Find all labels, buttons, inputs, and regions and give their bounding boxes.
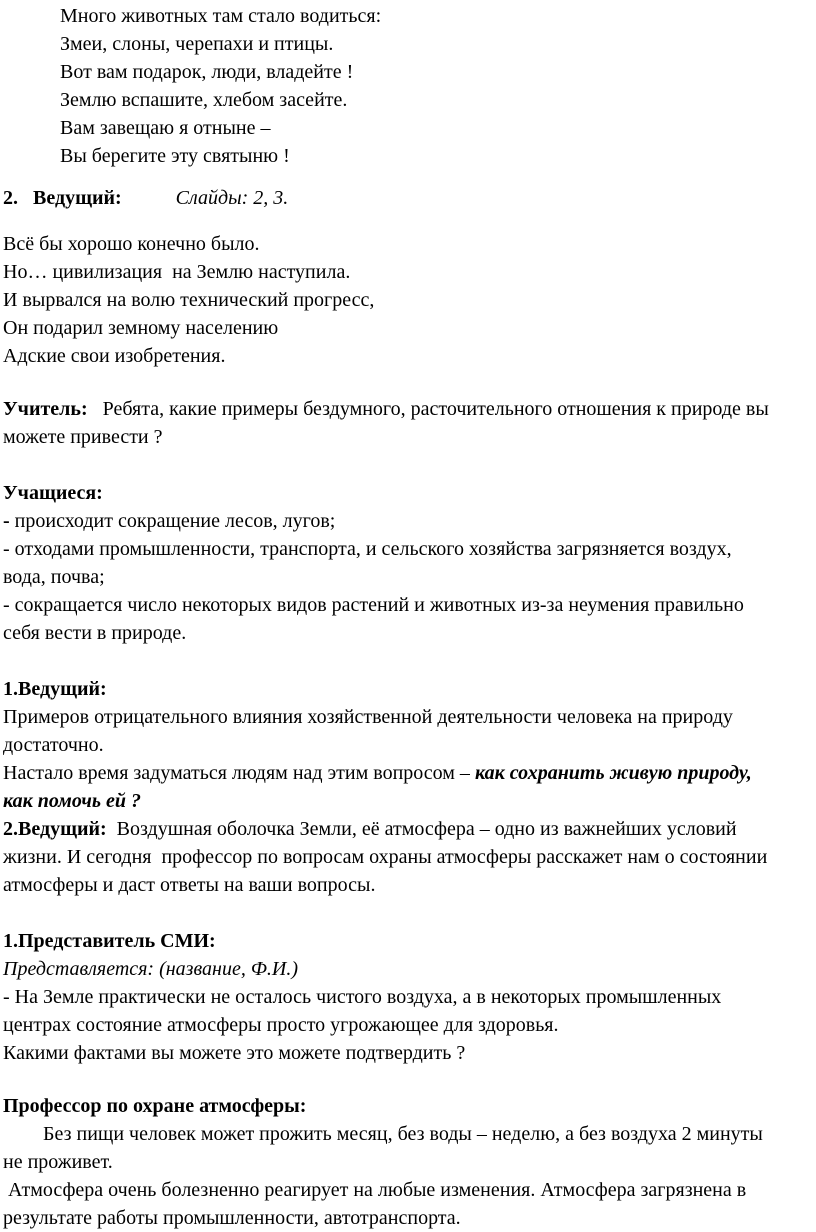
text-run: Всё бы хорошо конечно было. — [3, 233, 260, 255]
text-run: Змеи, слоны, черепахи и птицы. — [60, 33, 334, 55]
text-line — [3, 479, 814, 507]
poem-gift-of-earth — [60, 2, 814, 170]
text-line — [3, 731, 814, 759]
text-line — [3, 1120, 814, 1148]
text-line — [3, 342, 814, 370]
text-line — [60, 142, 814, 170]
text-run: Вам завещаю я отныне – — [60, 117, 271, 139]
text-line — [60, 114, 814, 142]
text-run: 2.Ведущий: — [3, 818, 107, 840]
text-run: И вырвался на волю технический прогресс, — [3, 289, 375, 311]
text-line — [3, 1148, 814, 1176]
text-line — [3, 927, 814, 955]
text-line — [3, 703, 814, 731]
text-line — [60, 58, 814, 86]
text-line — [3, 843, 814, 871]
text-line — [3, 1011, 814, 1039]
text-run: Но… цивилизация на Землю наступила. — [3, 261, 351, 283]
text-run: как помочь ей ? — [3, 790, 141, 812]
text-run: как сохранить живую природу, — [474, 762, 752, 784]
text-run: - сокращается число некоторых видов растений и животных из-за неумения правильно — [3, 594, 744, 616]
text-run: Учитель: — [3, 398, 88, 420]
text-line — [3, 871, 814, 899]
text-run: жизни. И сегодня профессор по вопросам охраны атмосферы расскажет нам о состоянии — [3, 846, 768, 868]
text-line — [3, 258, 814, 286]
text-line — [3, 591, 814, 619]
students-answers — [3, 479, 814, 647]
presenter-2-heading — [3, 184, 814, 212]
text-line — [3, 815, 814, 843]
poem-civilization — [3, 230, 814, 370]
text-run: Примеров отрицательного влияния хозяйственной деятельности человека на природу — [3, 706, 733, 728]
text-line — [3, 423, 814, 451]
text-line — [3, 955, 814, 983]
text-run: 1.Ведущий: — [3, 678, 107, 700]
text-run: можете привести ? — [3, 426, 163, 448]
text-run: не проживет. — [3, 1151, 113, 1173]
text-run: центрах состояние атмосферы просто угрожающее для здоровья. — [3, 1014, 559, 1036]
text-run: Он подарил земному населению — [3, 317, 279, 339]
professor-atmosphere — [3, 1092, 814, 1232]
text-run: Вот вам подарок, люди, владейте ! — [60, 61, 354, 83]
text-run: Вы берегите эту святыню ! — [60, 145, 290, 167]
text-line — [3, 286, 814, 314]
text-line — [3, 184, 814, 212]
text-line — [3, 1204, 814, 1232]
text-run: вода, почва; — [3, 566, 105, 588]
media-representative — [3, 927, 814, 1067]
teacher-question — [3, 395, 814, 451]
text-run: Какими фактами вы можете это можете подтвердить ? — [3, 1042, 466, 1064]
text-line — [3, 1092, 814, 1120]
text-run: Ребята, какие примеры бездумного, расточительного отношения к природе вы — [87, 398, 769, 420]
text-run: 1.Представитель СМИ: — [3, 930, 216, 952]
text-run: результате работы промышленности, автотранспорта. — [3, 1207, 461, 1229]
text-line — [3, 1176, 814, 1204]
text-run: - отходами промышленности, транспорта, и сельского хозяйства загрязняется воздух, — [3, 538, 732, 560]
text-run: достаточно. — [3, 734, 104, 756]
text-run: Профессор по охране атмосферы: — [3, 1095, 307, 1117]
text-run: - — [3, 510, 15, 532]
text-run: происходит сокращение лесов, лугов; — [14, 510, 336, 532]
text-line — [3, 983, 814, 1011]
text-run: Учащиеся: — [3, 482, 103, 504]
text-line — [3, 1039, 814, 1067]
text-run: Слайды: 2, 3. — [175, 187, 289, 209]
text-run: Много животных там стало водиться: — [60, 5, 382, 27]
text-run: себя вести в природе. — [3, 622, 187, 644]
text-line — [3, 787, 814, 815]
text-line — [3, 535, 814, 563]
text-run: Воздушная оболочка Земли, её атмосфера – одно из важнейших условий — [106, 818, 737, 840]
presenter-2-speech — [3, 815, 814, 899]
text-run: Без пищи человек может прожить месяц, без воды – неделю, а без воздуха 2 минуты — [43, 1123, 763, 1145]
text-run: Атмосфера очень болезненно реагирует на любые изменения. Атмосфера загрязнена в — [3, 1179, 747, 1201]
text-run: Землю вспашите, хлебом засейте. — [60, 89, 348, 111]
text-run: Адские свои изобретения. — [3, 345, 226, 367]
text-line — [3, 675, 814, 703]
text-line — [3, 395, 814, 423]
text-run: - На Земле практически не осталось чистого воздуха, а в некоторых промышленных — [3, 986, 722, 1008]
text-line — [3, 619, 814, 647]
text-line — [3, 314, 814, 342]
text-run: 2. Ведущий: — [3, 187, 122, 209]
text-line — [3, 230, 814, 258]
presenter-1-speech — [3, 675, 814, 815]
text-run: Настало время задуматься людям над этим вопросом – — [3, 762, 475, 784]
text-line — [60, 2, 814, 30]
text-line — [3, 507, 814, 535]
text-line — [60, 30, 814, 58]
text-line — [3, 563, 814, 591]
text-run: атмосферы и даст ответы на ваши вопросы. — [3, 874, 376, 896]
text-run: Представляется: (название, Ф.И.) — [3, 958, 299, 980]
text-line — [60, 86, 814, 114]
text-line — [3, 759, 814, 787]
